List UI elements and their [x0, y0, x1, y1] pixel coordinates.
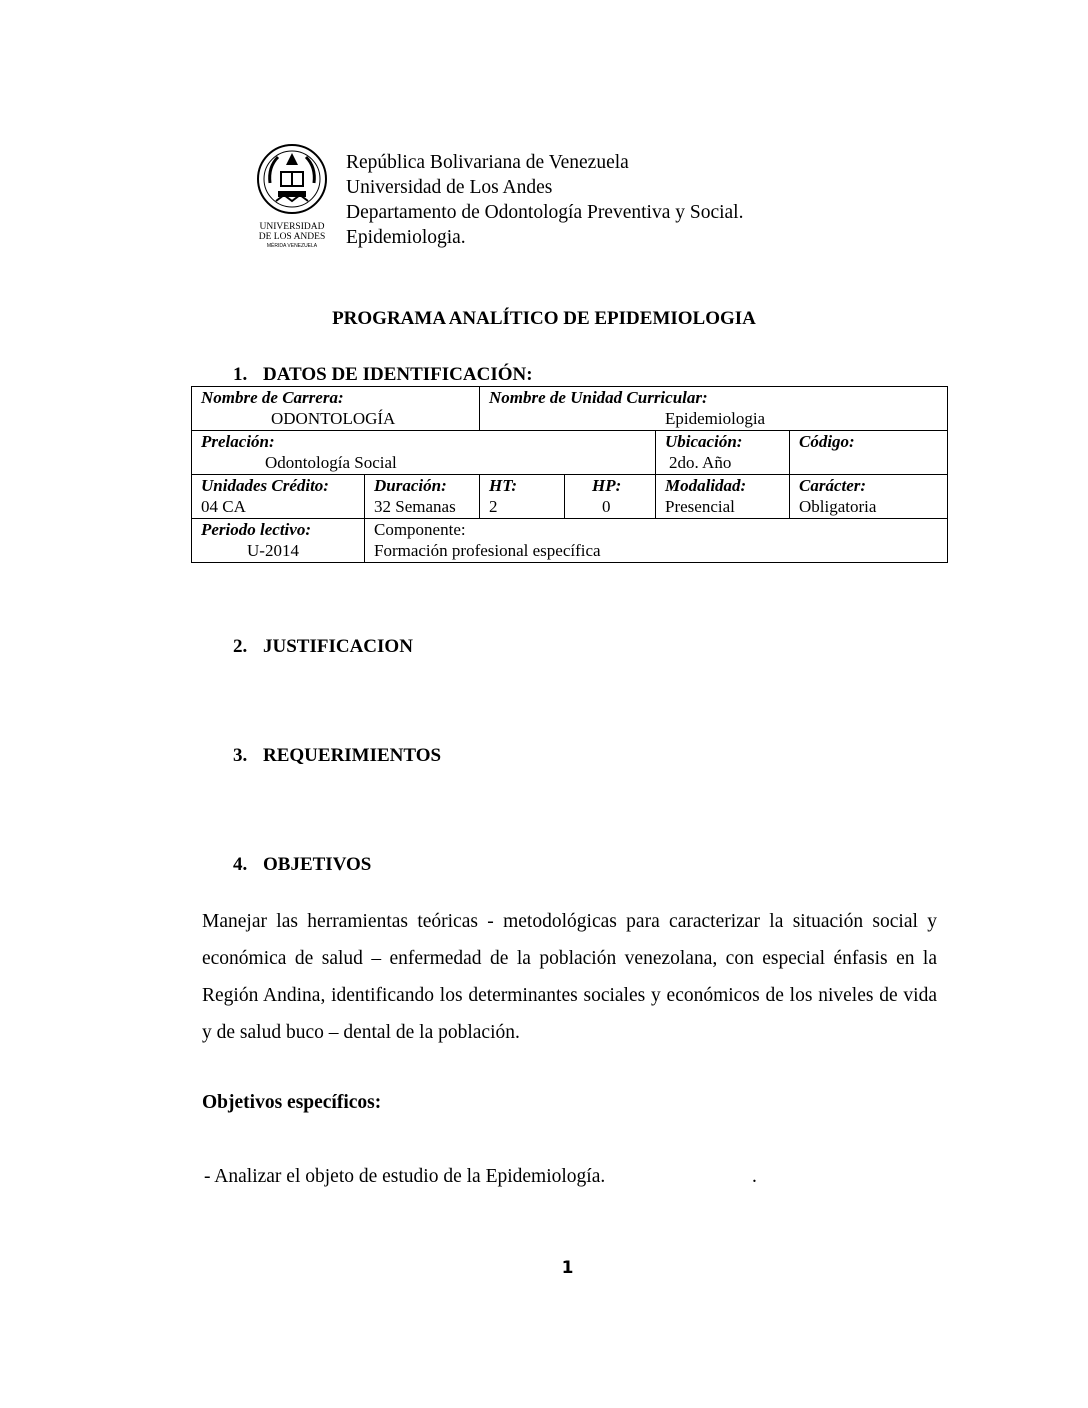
carrera-value: ODONTOLOGÍA [271, 409, 396, 428]
section-number: 4. [233, 854, 248, 875]
document-title: PROGRAMA ANALÍTICO DE EPIDEMIOLOGIA [332, 308, 756, 329]
prelacion-value: Odontología Social [265, 453, 397, 472]
cell-caracter [790, 475, 948, 519]
university-logo [256, 143, 328, 255]
cell-componente [365, 519, 948, 563]
unidad-label: Nombre de Unidad Curricular: [489, 388, 708, 407]
header-line-university: Universidad de Los Andes [346, 177, 553, 198]
hp-label: HP: [592, 476, 622, 495]
codigo-label: Código: [799, 432, 855, 451]
specific-objective-item: - Analizar el objeto de estudio de la Epidemiología. [204, 1166, 606, 1187]
page-number: 1 [561, 1258, 574, 1278]
cell-prelacion [192, 431, 656, 475]
duracion-value: 32 Semanas [374, 497, 456, 516]
cell-modalidad [656, 475, 790, 519]
cell-ubicacion [656, 431, 790, 475]
modalidad-value: Presencial [665, 497, 735, 516]
trailing-dot: . [752, 1166, 757, 1187]
ht-value: 2 [489, 497, 498, 516]
cell-periodo [192, 519, 365, 563]
specific-objectives-heading: Objetivos específicos: [202, 1092, 382, 1113]
section-heading-justificacion [233, 636, 413, 658]
section-number: 2. [233, 636, 248, 657]
institution-header [346, 150, 743, 250]
cell-carrera [192, 387, 480, 431]
section-title: JUSTIFICACION [263, 636, 413, 657]
logo-text-line1: UNIVERSIDAD [259, 222, 325, 232]
componente-label: Componente: [374, 520, 466, 539]
general-objective-paragraph: Manejar las herramientas teóricas - metodológicas para caracterizar la situación social y económica de salud – enfermedad de la población venezolana, con especial énfasis en la Región Andina, identificando los determinantes sociales y económicos de los niveles de vida y de salud buco – dental de la población. [202, 911, 937, 1043]
cell-duracion [365, 475, 480, 519]
modalidad-label: Modalidad: [665, 476, 747, 495]
cell-unidad-curricular [480, 387, 948, 431]
university-seal-icon [256, 143, 328, 255]
componente-value: Formación profesional específica [374, 541, 601, 560]
section-heading-requerimientos [233, 745, 441, 767]
header-line-department: Departamento de Odontología Preventiva y Social. [346, 202, 744, 223]
caracter-value: Obligatoria [799, 497, 877, 516]
cell-creditos [192, 475, 365, 519]
identification-table [191, 386, 948, 563]
section-number: 3. [233, 745, 248, 766]
ht-label: HT: [489, 476, 518, 495]
prelacion-label: Prelación: [201, 432, 275, 451]
cell-ht [480, 475, 565, 519]
cell-hp [565, 475, 656, 519]
creditos-value: 04 CA [201, 497, 246, 516]
section-heading-identificacion [233, 364, 533, 386]
logo-text-line2: DE LOS ANDES [258, 232, 326, 242]
periodo-label: Periodo lectivo: [201, 520, 311, 539]
logo-text-line3: MÉRIDA VENEZUELA [266, 243, 318, 249]
section-title: REQUERIMIENTOS [263, 745, 442, 766]
hp-value: 0 [602, 497, 611, 516]
header-line-republic: República Bolivariana de Venezuela [346, 152, 629, 173]
duracion-label: Duración: [374, 476, 447, 495]
ubicacion-label: Ubicación: [665, 432, 743, 451]
periodo-value: U-2014 [247, 541, 299, 560]
ubicacion-value: 2do. Año [669, 453, 732, 472]
cell-codigo [790, 431, 948, 475]
caracter-label: Carácter: [799, 476, 867, 495]
carrera-label: Nombre de Carrera: [201, 388, 344, 407]
section-heading-objetivos [233, 854, 371, 876]
section-title: DATOS DE IDENTIFICACIÓN: [263, 364, 533, 385]
section-title: OBJETIVOS [263, 854, 372, 875]
unidad-value: Epidemiologia [665, 409, 766, 428]
header-line-subject: Epidemiologia. [346, 227, 466, 248]
section-number: 1. [233, 364, 248, 385]
creditos-label: Unidades Crédito: [201, 476, 329, 495]
